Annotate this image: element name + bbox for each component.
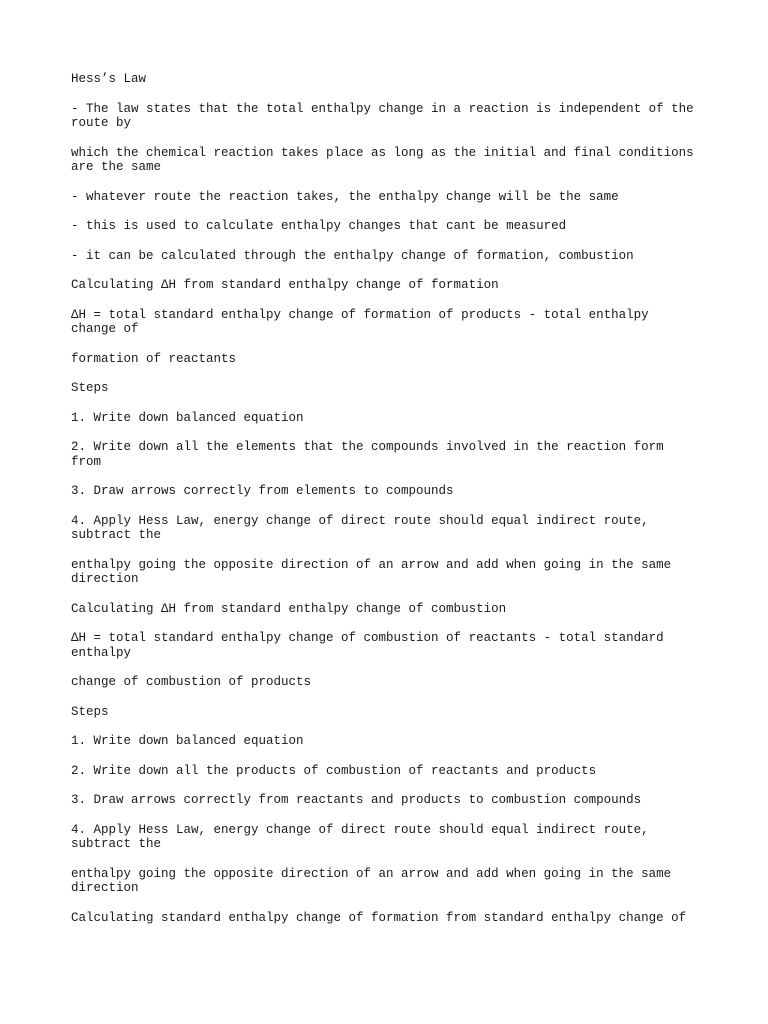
section-heading: Calculating ΔH from standard enthalpy change of formation: [71, 278, 499, 292]
paragraph: - this is used to calculate enthalpy changes that cant be measured: [71, 219, 567, 233]
step-item: 4. Apply Hess Law, energy change of direct route should equal indirect route, subtract the: [71, 822, 657, 851]
step-item: 1. Write down balanced equation: [71, 410, 304, 425]
formula-paragraph: ΔH = total standard enthalpy change of combustion of reactants - total standard enthalpy: [71, 631, 672, 660]
page-title: Hess’s Law: [71, 72, 147, 86]
step-item: 3. Draw arrows correctly from elements to compounds: [71, 484, 454, 498]
formula-paragraph: ΔH = total standard enthalpy change of formation of products - total enthalpy change of: [71, 307, 657, 336]
paragraph: change of combustion of products: [71, 675, 312, 689]
step-item: 1. Write down balanced equation: [71, 734, 304, 748]
section-heading: Calculating ΔH from standard enthalpy change of combustion: [71, 601, 507, 616]
steps-heading: Steps: [71, 704, 109, 719]
paragraph: - it can be calculated through the enthalpy change of formation, combustion: [71, 248, 634, 263]
steps-heading: Steps: [71, 381, 109, 395]
section-heading: Calculating standard enthalpy change of formation from standard enthalpy change of: [71, 910, 687, 925]
step-item: 2. Write down all the elements that the compounds involved in the reaction form from: [71, 440, 672, 469]
paragraph: - whatever route the reaction takes, the enthalpy change will be the same: [71, 189, 619, 204]
document-body: [71, 72, 701, 940]
step-item: 2. Write down all the products of combustion of reactants and products: [71, 763, 597, 778]
paragraph: enthalpy going the opposite direction of an arrow and add when going in the same direction: [71, 866, 679, 895]
paragraph: - The law states that the total enthalpy change in a reaction is independent of the route by: [71, 101, 702, 130]
paragraph: which the chemical reaction takes place as long as the initial and final conditions are the same: [71, 145, 702, 174]
step-item: 4. Apply Hess Law, energy change of direct route should equal indirect route, subtract the: [71, 513, 657, 542]
step-item: 3. Draw arrows correctly from reactants and products to combustion compounds: [71, 793, 642, 807]
paragraph: enthalpy going the opposite direction of an arrow and add when going in the same direction: [71, 557, 679, 586]
paragraph: formation of reactants: [71, 351, 237, 366]
